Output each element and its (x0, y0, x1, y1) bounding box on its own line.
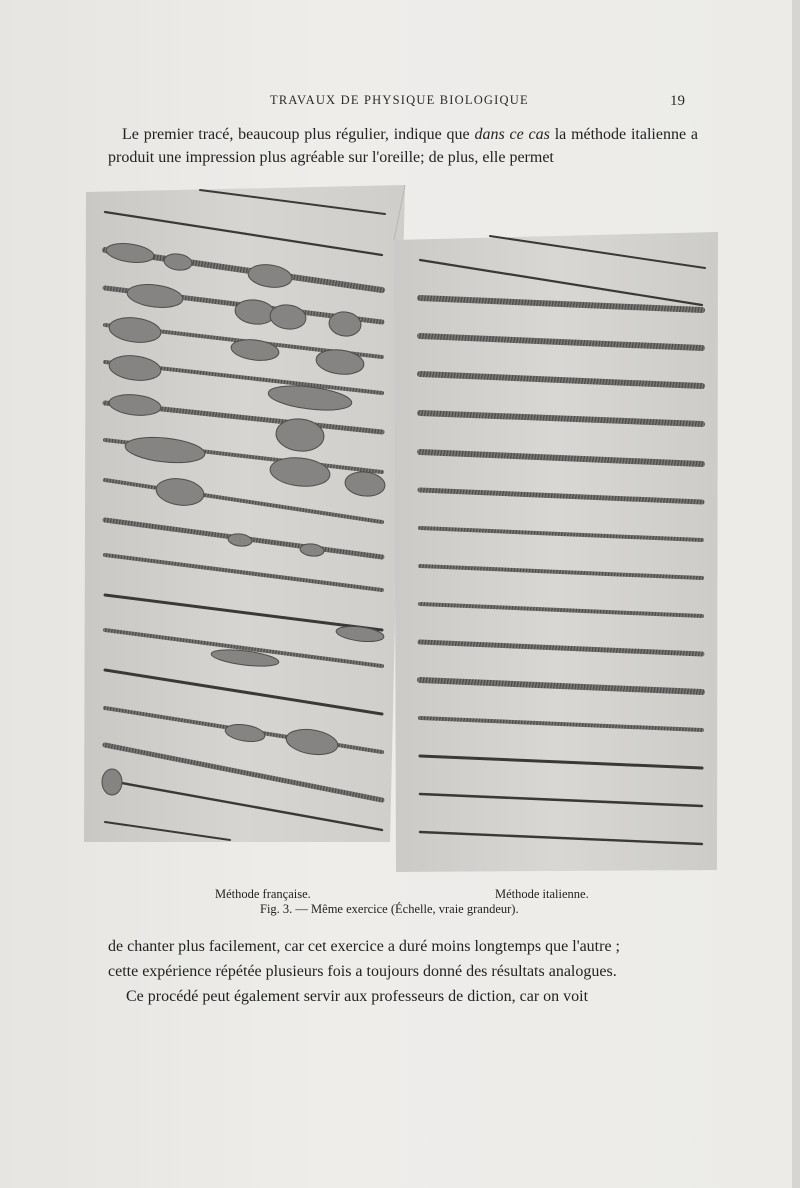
paragraph-bottom-line-3: Ce procédé peut également servir aux professeurs de diction, car on voit (126, 988, 589, 1005)
page-gutter (792, 0, 800, 1188)
right-panel-label: Méthode italienne. (495, 887, 589, 901)
left-panel-label: Méthode française. (215, 887, 311, 901)
page-number: 19 (670, 93, 685, 109)
paragraph-top (108, 123, 698, 169)
running-head: TRAVAUX DE PHYSIQUE BIOLOGIQUE (270, 93, 529, 107)
paragraph-top-italic: dans ce cas (474, 126, 550, 143)
figure-caption: Fig. 3. — Même exercice (Échelle, vraie grandeur). (260, 902, 519, 916)
paragraph-bottom-line-2: cette expérience répétée plusieurs fois a toujours donné des résultats analogues. (108, 963, 617, 980)
paragraph-bottom-line-1: de chanter plus facilement, car cet exercice a duré moins longtemps que l'autre ; (108, 938, 620, 955)
paragraph-top-end: la méthode italienne a produit une impression plus agréable sur l'oreille; de plus, elle permet (108, 126, 698, 166)
paragraph-top-start: Le premier tracé, beaucoup plus régulier, indique que (122, 126, 475, 143)
